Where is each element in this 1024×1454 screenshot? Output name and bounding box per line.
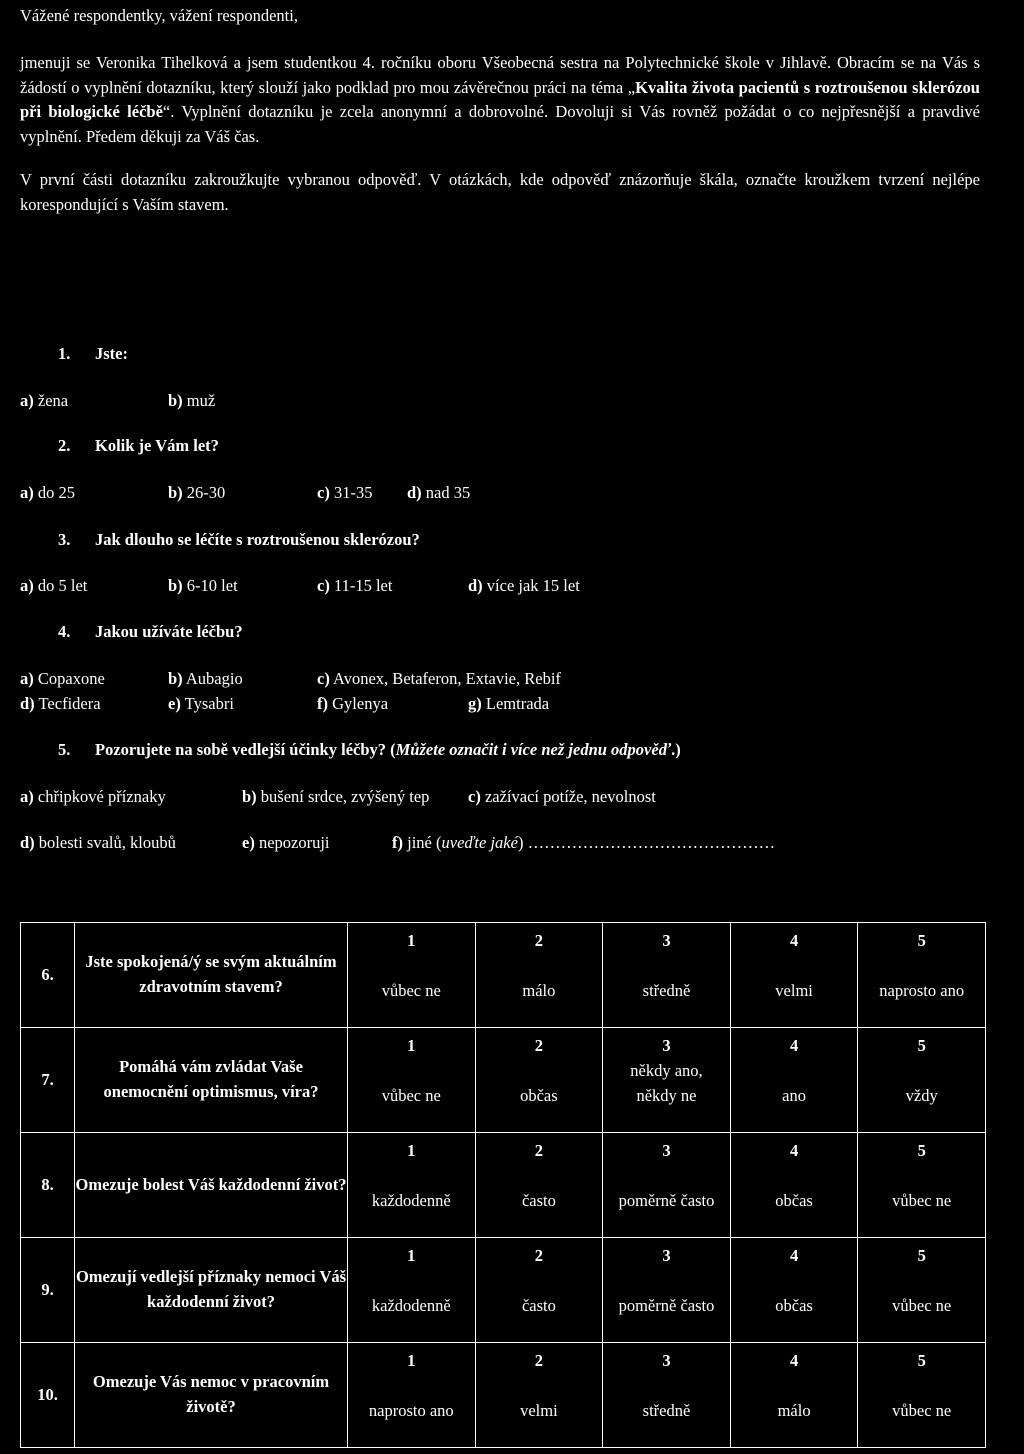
greeting: Vážené respondentky, vážení respondenti, bbox=[20, 6, 298, 25]
answer-option[interactable]: e) Tysabri bbox=[168, 694, 234, 713]
scale-option[interactable]: 2 často bbox=[475, 1133, 603, 1238]
answer-option[interactable]: c) 11-15 let bbox=[317, 576, 393, 595]
scale-option[interactable]: 1 naprosto ano bbox=[348, 1343, 476, 1448]
question-number: 5. bbox=[58, 740, 71, 759]
scale-option[interactable]: 1 každodenně bbox=[348, 1133, 476, 1238]
answer-option[interactable]: c) 31-35 bbox=[317, 483, 373, 502]
answer-option[interactable]: a) do 5 let bbox=[20, 576, 88, 595]
answer-option[interactable]: d) Tecfidera bbox=[20, 694, 101, 713]
table-row bbox=[21, 1343, 986, 1448]
question-text: Kolik je Vám let? bbox=[95, 436, 219, 455]
row-number: 8. bbox=[21, 1133, 75, 1238]
scale-option[interactable]: 1 vůbec ne bbox=[348, 1028, 476, 1133]
question-text: Pozorujete na sobě vedlejší účinky léčby? (Můžete označit i více než jednu odpověď.) bbox=[95, 740, 681, 759]
scale-option[interactable]: 2 často bbox=[475, 1238, 603, 1343]
scale-option[interactable]: 5 vůbec ne bbox=[858, 1238, 986, 1343]
scale-option[interactable]: 4 občas bbox=[730, 1133, 858, 1238]
answer-option[interactable]: g) Lemtrada bbox=[468, 694, 550, 713]
scale-option[interactable]: 1 každodenně bbox=[348, 1238, 476, 1343]
scale-option[interactable]: 2 velmi bbox=[475, 1343, 603, 1448]
table-row bbox=[21, 1133, 986, 1238]
question-number: 1. bbox=[58, 344, 71, 363]
answer-option-other[interactable]: f) jiné (uveďte jaké) ……………………………………… bbox=[392, 833, 776, 852]
row-question: Pomáhá vám zvládat Vaše onemocnění optimismus, víra? bbox=[75, 1028, 348, 1133]
scale-option[interactable]: 5 vůbec ne bbox=[858, 1343, 986, 1448]
scale-option[interactable]: 3 středně bbox=[603, 1343, 731, 1448]
scale-option[interactable]: 5 vždy bbox=[858, 1028, 986, 1133]
row-question: Omezuje bolest Váš každodenní život? bbox=[75, 1133, 348, 1238]
scale-option[interactable]: 3 středně bbox=[603, 923, 731, 1028]
row-question: Jste spokojená/ý se svým aktuálním zdravotním stavem? bbox=[75, 923, 348, 1028]
question-number: 2. bbox=[58, 436, 71, 455]
instructions-paragraph: V první části dotazníku zakroužkujte vybranou odpověď. V otázkách, kde odpověď znázorňuje škála, označte kroužkem tvrzení nejlépe korespondující s Vaším stavem. bbox=[20, 169, 980, 214]
answer-option[interactable]: b) muž bbox=[168, 391, 216, 410]
table-row bbox=[21, 1238, 986, 1343]
answer-option[interactable]: d) více jak 15 let bbox=[468, 576, 580, 595]
scale-option[interactable]: 2 málo bbox=[475, 923, 603, 1028]
row-number: 9. bbox=[21, 1238, 75, 1343]
answer-option[interactable]: f) Gylenya bbox=[317, 694, 389, 713]
question-text: Jakou užíváte léčbu? bbox=[95, 622, 243, 641]
row-number: 6. bbox=[21, 923, 75, 1028]
answer-option[interactable]: c) Avonex, Betaferon, Extavie, Rebif bbox=[317, 669, 561, 688]
answer-option[interactable]: b) 6-10 let bbox=[168, 576, 238, 595]
intro-text-a: jmenuji se Veronika Tihelková a jsem studentkou 4. ročníku oboru Všeobecná sestra na Polytechnické škole v Jihlavě. Obracím se na Vás s žádostí o vyplnění dotazníku, který slouží jako podklad pro mou závěrečnou práci na téma „ bbox=[20, 52, 980, 97]
scale-option[interactable]: 2 občas bbox=[475, 1028, 603, 1133]
rating-scale-table bbox=[20, 922, 986, 1448]
table-row bbox=[21, 1028, 986, 1133]
intro bbox=[20, 4, 980, 217]
answer-option[interactable]: d) bolesti svalů, kloubů bbox=[20, 833, 176, 852]
answer-option[interactable]: b) Aubagio bbox=[168, 669, 243, 688]
thesis-title: Kvalita života pacientů s roztroušenou sklerózou při biologické léčbě bbox=[20, 77, 980, 122]
scale-option[interactable]: 5 naprosto ano bbox=[858, 923, 986, 1028]
scale-option[interactable]: 5 vůbec ne bbox=[858, 1133, 986, 1238]
scale-option[interactable]: 1 vůbec ne bbox=[348, 923, 476, 1028]
answer-option[interactable]: d) nad 35 bbox=[407, 483, 471, 502]
intro-paragraph bbox=[20, 51, 980, 150]
row-question: Omezují vedlejší příznaky nemoci Váš každodenní život? bbox=[75, 1238, 348, 1343]
row-number: 10. bbox=[21, 1343, 75, 1448]
scale-option[interactable]: 3 někdy ano, někdy ne bbox=[603, 1028, 731, 1133]
question-text: Jak dlouho se léčíte s roztroušenou sklerózou? bbox=[95, 530, 420, 549]
answer-option[interactable]: e) nepozoruji bbox=[242, 833, 330, 852]
scale-option[interactable]: 4 velmi bbox=[730, 923, 858, 1028]
question-number: 4. bbox=[58, 622, 71, 641]
question-number: 3. bbox=[58, 530, 71, 549]
answer-option[interactable]: b) bušení srdce, zvýšený tep bbox=[242, 787, 430, 806]
row-number: 7. bbox=[21, 1028, 75, 1133]
scale-option[interactable]: 4 občas bbox=[730, 1238, 858, 1343]
intro-text-b: “. Vyplnění dotazníku je zcela anonymní a dobrovolné. Dovoluji si Vás rovněž požádat o co nejpřesnější a pravdivé vyplnění. Předem děkuji za Váš čas. bbox=[20, 102, 980, 146]
answer-option[interactable]: a) chřipkové příznaky bbox=[20, 787, 166, 806]
table-row bbox=[21, 923, 986, 1028]
answer-option[interactable]: a) do 25 bbox=[20, 483, 75, 502]
question-text: Jste: bbox=[95, 344, 128, 363]
answer-option[interactable]: c) zažívací potíže, nevolnost bbox=[468, 787, 656, 806]
scale-option[interactable]: 3 poměrně často bbox=[603, 1133, 731, 1238]
scale-option[interactable]: 3 poměrně často bbox=[603, 1238, 731, 1343]
answer-option[interactable]: a) žena bbox=[20, 391, 69, 410]
answer-option[interactable]: a) Copaxone bbox=[20, 669, 105, 688]
scale-option[interactable]: 4 málo bbox=[730, 1343, 858, 1448]
answer-option[interactable]: b) 26-30 bbox=[168, 483, 226, 502]
row-question: Omezuje Vás nemoc v pracovním životě? bbox=[75, 1343, 348, 1448]
scale-option[interactable]: 4 ano bbox=[730, 1028, 858, 1133]
